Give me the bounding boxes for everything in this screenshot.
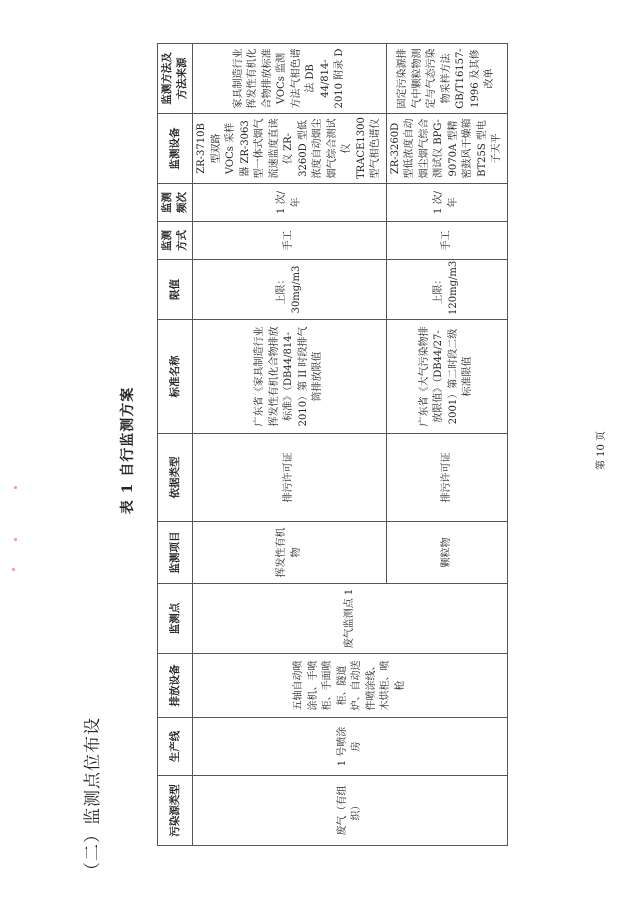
header-cell: 限值 [158, 260, 193, 320]
monitoring-frequency-cell: 1 次/年 [193, 184, 387, 222]
header-cell: 生产线 [158, 718, 193, 776]
monitoring-point-cell: 废气监测点 1 [193, 584, 508, 654]
header-cell: 依据类型 [158, 434, 193, 522]
header-cell: 监测设备 [158, 114, 193, 184]
standard-name-cell: 广东省《家具制造行业挥发性有机化合物排放标准》（DB44/814-2010）第 II 时段排气筒排放限值 [193, 320, 387, 434]
print-stain [14, 538, 17, 541]
emission-equipment-cell: 五轴自动喷涂机、手喷柜、手面喷柜、隧道炉、自动送件喷涂线、木烘柜、喷枪 [193, 654, 508, 718]
limit-cell: 上限：120mg/m3 [386, 260, 507, 320]
pollution-type-cell: 废气（有组织） [193, 776, 508, 846]
page-number: 第 10 页 [596, 430, 607, 471]
monitoring-method-cell: 手工 [193, 222, 387, 260]
method-source-cell: 固定污染源排气中颗粒物测定与气态污染物采样方法 GB/T16157-1996 及其修改单 [386, 44, 507, 114]
header-cell: 污染源类型 [158, 776, 193, 846]
print-stain [12, 568, 15, 571]
monitoring-method-cell: 手工 [386, 222, 507, 260]
header-cell: 排放设备 [158, 654, 193, 718]
production-line-cell: 1 号喷涂房 [193, 718, 508, 776]
limit-cell: 上限：30mg/m3 [193, 260, 387, 320]
table-row [193, 44, 387, 846]
monitoring-item-cell: 挥发性有机物 [193, 522, 387, 584]
header-cell: 监测点 [158, 584, 193, 654]
header-cell: 监测频次 [158, 184, 193, 222]
monitoring-frequency-cell: 1 次/年 [386, 184, 507, 222]
header-cell: 监测方式 [158, 222, 193, 260]
monitoring-plan-table [157, 43, 508, 846]
monitoring-equipment-cell: ZR-3710B 型双路 VOCs 采样器 ZR-3063 型一体式烟气流速监度直读仪 ZR-3260D 型低浓度自动烟尘烟气综合测试仪 TRACE1300 型气相色谱仪 [193, 114, 387, 184]
print-stain [14, 486, 17, 489]
header-cell: 监测项目 [158, 522, 193, 584]
standard-name-cell: 广东省《大气污染物排放限值》（DB44/27-2001）第二时段二级标准限值 [386, 320, 507, 434]
basis-type-cell: 排污许可证 [386, 434, 507, 522]
table-caption: 表 1 自行监测方案 [120, 386, 136, 515]
monitoring-item-cell: 颗粒物 [386, 522, 507, 584]
section-heading: （二）监测点位布设 [83, 717, 103, 879]
method-source-cell: 家具制造行业挥发性有机化合物排放标准 VOCs 监测方法气相色谱法 DB 44/814-2010 附录 D [193, 44, 387, 114]
header-cell: 监测方法及方法来源 [158, 44, 193, 114]
monitoring-equipment-cell: ZR-3260D 型低浓度自动烟尘烟气综合测试仪 BPG-9070A 型精密鼓风干燥箱 BT25S 型电子天平 [386, 114, 507, 184]
header-cell: 标准名称 [158, 320, 193, 434]
basis-type-cell: 排污许可证 [193, 434, 387, 522]
table-header-row [158, 44, 193, 846]
